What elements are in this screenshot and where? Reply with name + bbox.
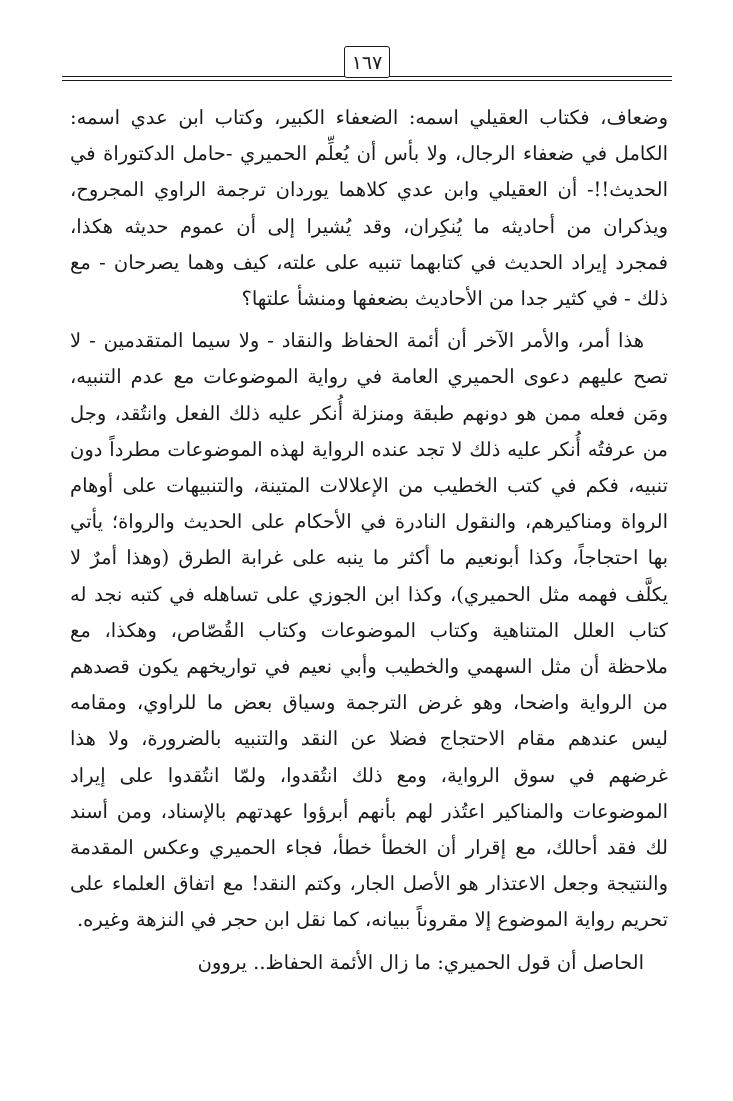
header-rule-thin	[62, 80, 672, 81]
page-body	[70, 100, 668, 981]
page-header	[62, 46, 672, 86]
paragraph-3: الحاصل أن قول الحميري: ما زال الأئمة الحفاظ.. يروون	[197, 950, 644, 974]
page-number: ١٦٧	[344, 46, 390, 78]
paragraph-1: وضعاف، فكتاب العقيلي اسمه: الضعفاء الكبير، وكتاب ابن عدي اسمه: الكامل في ضعفاء الرجال، ولا بأس أن يُعلِّم الحميري -حامل الدكتوراة في الحديث!!- أن العقيلي وابن عدي كلاهما يوردان ترجمة الراوي المجروح، ويذكران من أحاديثه ما يُنكِران، وقد يُشيرا إلى أن عموم حديثه هكذا، فمجرد إيراد الحديث في كتابهما تنبيه على علته، كيف وهما يصرحان - مع ذلك - في كثير جدا من الأحاديث بضعفها ومنشأ علتها؟	[70, 106, 668, 311]
paragraph-2: هذا أمر، والأمر الآخر أن أئمة الحفاظ والنقاد - ولا سيما المتقدمين - لا تصح عليهم دعوى الحميري العامة في رواية الموضوعات مع عدم التنبيه، ومَن فعله ممن هو دونهم طبقة ومنزلة أُنكر عليه ذلك الفعل وانتُقد، وجل من عرفتُه أُنكر عليه ذلك لا تجد عنده الرواية لهذه الموضوعات مطرداً دون تنبيه، فكم في كتب الخطيب من الإعلالات المتينة، والتنبيهات على أوهام الرواة ومناكيرهم، والنقول النادرة في الأحكام على الحديث والرواة؛ يأتي بها احتجاجاً، وكذا أبونعيم ما أكثر ما ينبه على غرابة الطرق (وهذا أمرٌ لا يكلَّف فهمه مثل الحميري)، وكذا ابن الجوزي على تساهله في كتبه نجد له كتاب العلل المتناهية وكتاب الموضوعات وكتاب القُصّاص، وهكذا، مع ملاحظة أن مثل السهمي والخطيب وأبي نعيم في تواريخهم يكون قصدهم من الرواية واضحا، وهو غرض الترجمة وسياق بعض ما للراوي، ومقامه ليس عندهم مقام الاحتجاج فضلا عن النقد والتنبيه بالضرورة، ولا هذا غرضهم في سوق الرواية، ومع ذلك انتُقدوا، ولمّا انتُقدوا على إيراد الموضوعات والمناكير اعتُذر لهم بأنهم أبرؤوا عهدتهم بالإسناد، ومن أسند لك فقد أحالك، مع إقرار أن الخطأ خطأ، فجاء الحميري وعكس المقدمة والنتيجة وجعل الاعتذار هو الأصل الجار، وكتم النقد! مع اتفاق العلماء على تحريم رواية الموضوع إلا مقروناً ببيانه، كما نقل ابن حجر في النزهة وغيره.	[70, 329, 669, 932]
